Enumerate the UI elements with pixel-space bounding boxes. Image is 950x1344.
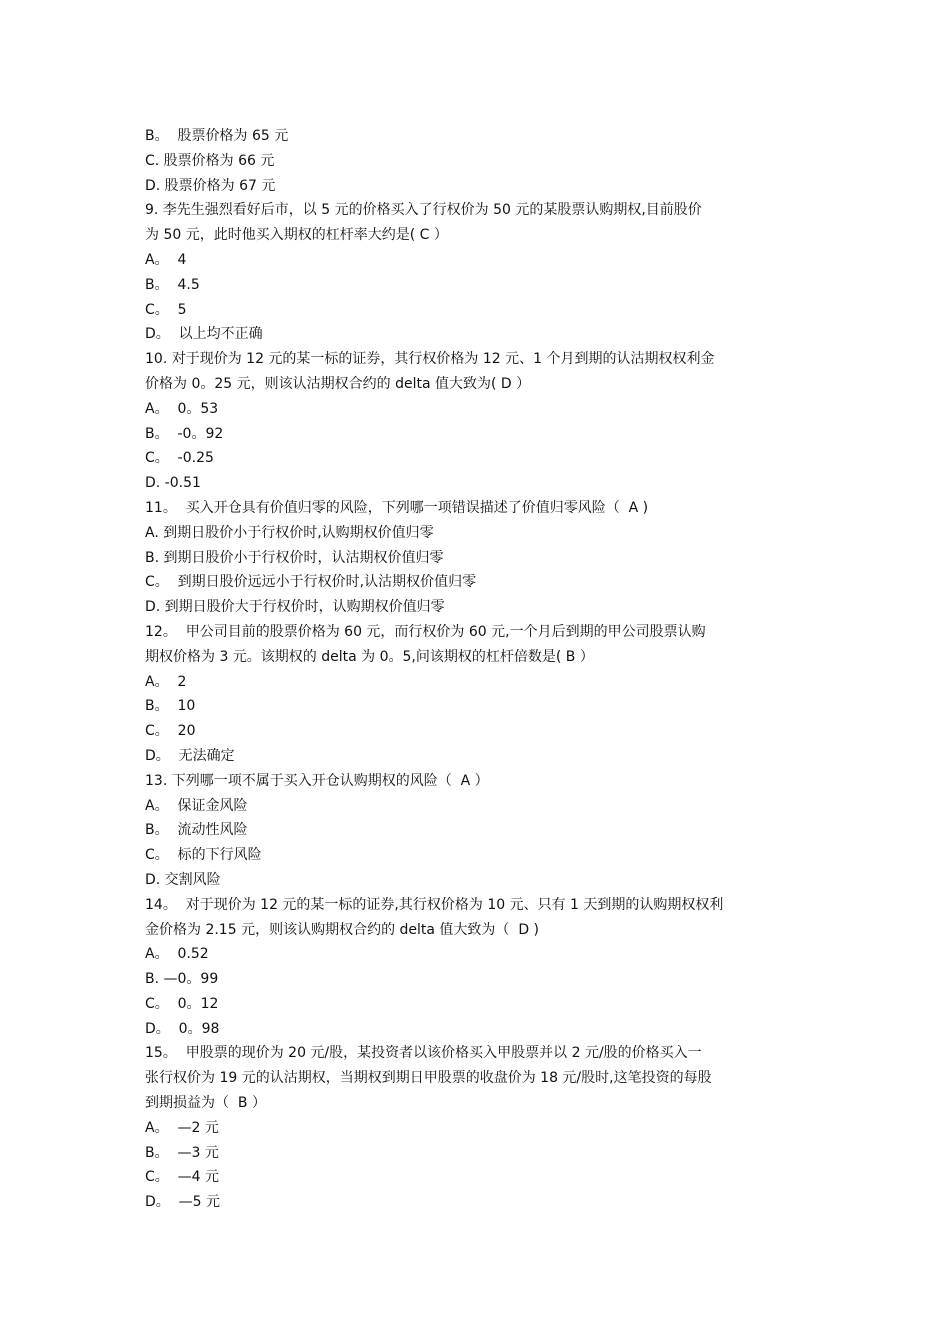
option-b-q12: B。 10 bbox=[145, 698, 196, 715]
option-a-q9: A。 4 bbox=[145, 251, 187, 268]
option-b-q8: B。 股票价格为 65 元 bbox=[145, 128, 289, 144]
option-c-q10: C。 -0.25 bbox=[145, 450, 214, 467]
question-9-line-2: 为 50 元，此时他买入期权的杠杆率大约是( C ） bbox=[145, 227, 448, 244]
option-a-q12: A。 2 bbox=[145, 673, 187, 690]
option-d-q15: D。 —5 元 bbox=[145, 1194, 221, 1211]
question-12-line-1: 12。 甲公司目前的股票价格为 60 元，而行权价为 60 元,一个月后到期的甲公司股票认购 bbox=[145, 623, 706, 640]
option-b-q13: B。 流动性风险 bbox=[145, 822, 248, 839]
option-c-q15: C。 —4 元 bbox=[145, 1169, 220, 1186]
question-12-line-2: 期权价格为 3 元。该期权的 delta 为 0。5,问该期权的杠杆倍数是( B ） bbox=[145, 648, 594, 665]
option-d-q13: D. 交割风险 bbox=[145, 871, 221, 888]
question-10-line-1: 10. 对于现价为 12 元的某一标的证券，其行权价格为 12 元、1 个月到期的认沽期权权利金 bbox=[145, 351, 715, 368]
option-d-q10: D. -0.51 bbox=[145, 475, 201, 492]
option-d-q8: D. 股票价格为 67 元 bbox=[145, 177, 276, 194]
question-13: 13. 下列哪一项不属于买入开仓认购期权的风险（ A ） bbox=[145, 772, 489, 789]
option-d-q11: D. 到期日股价大于行权价时，认购期权价值归零 bbox=[145, 599, 445, 616]
option-d-q12: D。 无法确定 bbox=[145, 747, 235, 764]
question-9-line-1: 9. 李先生强烈看好后市，以 5 元的价格买入了行权价为 50 元的某股票认购期权,目前股价 bbox=[145, 202, 702, 219]
option-b-q9: B。 4.5 bbox=[145, 276, 200, 293]
option-b-q15: B。 —3 元 bbox=[145, 1144, 219, 1161]
option-c-q8: C. 股票价格为 66 元 bbox=[145, 152, 275, 169]
question-15-line-3: 到期损益为（ B ） bbox=[145, 1095, 266, 1112]
option-c-q14: C。 0。12 bbox=[145, 995, 219, 1012]
option-d-q14: D。 0。98 bbox=[145, 1020, 220, 1037]
option-a-q10: A。 0。53 bbox=[145, 400, 219, 417]
option-c-q11: C。 到期日股价远远小于行权价时,认沽期权价值归零 bbox=[145, 574, 477, 591]
question-11: 11。 买入开仓具有价值归零的风险，下列哪一项错误描述了价值归零风险（ A ) bbox=[145, 499, 649, 516]
question-15-line-1: 15。 甲股票的现价为 20 元/股，某投资者以该价格买入甲股票并以 2 元/股的价格买入一 bbox=[145, 1045, 702, 1062]
option-a-q13: A。 保证金风险 bbox=[145, 797, 248, 814]
option-d-q9: D。 以上均不正确 bbox=[145, 326, 263, 343]
option-a-q11: A. 到期日股价小于行权价时,认购期权价值归零 bbox=[145, 524, 434, 541]
option-a-q15: A。 —2 元 bbox=[145, 1119, 219, 1136]
option-c-q12: C。 20 bbox=[145, 723, 196, 740]
option-c-q9: C。 5 bbox=[145, 301, 187, 318]
question-14-line-2: 金价格为 2.15 元，则该认购期权合约的 delta 值大致为（ D ) bbox=[145, 921, 540, 938]
question-10-line-2: 价格为 0。25 元，则该认沽期权合约的 delta 值大致为( D ） bbox=[145, 375, 531, 392]
option-b-q10: B。 -0。92 bbox=[145, 425, 224, 442]
option-c-q13: C。 标的下行风险 bbox=[145, 847, 262, 864]
option-b-q11: B. 到期日股价小于行权价时，认沽期权价值归零 bbox=[145, 549, 444, 566]
document-page bbox=[145, 124, 813, 1215]
option-b-q14: B. —0。99 bbox=[145, 971, 219, 988]
option-a-q14: A。 0.52 bbox=[145, 946, 209, 963]
question-15-line-2: 张行权价为 19 元的认沽期权，当期权到期日甲股票的收盘价为 18 元/股时,这笔投资的每股 bbox=[145, 1070, 712, 1087]
question-14-line-1: 14。 对于现价为 12 元的某一标的证券,其行权价格为 10 元、只有 1 天到期的认购期权权利 bbox=[145, 896, 724, 913]
